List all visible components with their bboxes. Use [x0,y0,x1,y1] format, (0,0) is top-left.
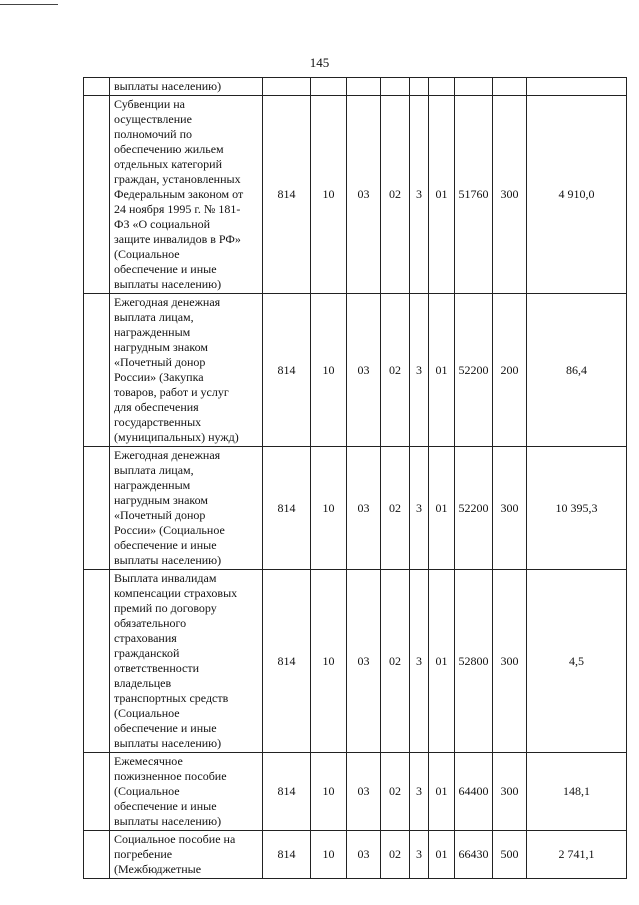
row-number-cell [84,831,110,879]
amount-cell: 4,5 [527,570,627,753]
description-line: обеспечение и иные [114,721,217,735]
description-line: ФЗ «О социальной [114,217,211,231]
description-line: обеспечению жильем [114,142,224,156]
program-cell: 02 [381,294,410,447]
main-event-cell: 01 [429,96,455,294]
description-line: выплата лицам, [114,463,194,477]
description-line: обеспечение и иные [114,799,217,813]
description-line: (Межбюджетные [114,862,202,876]
subsection-cell: 03 [347,96,381,294]
main-event-cell: 01 [429,831,455,879]
description-line: товаров, работ и услуг [114,385,229,399]
description-line: полномочий по [114,127,193,141]
expense-type-cell: 300 [493,447,527,570]
main-event-cell: 01 [429,570,455,753]
ministry-code-cell: 814 [263,753,311,831]
section-cell: 10 [311,447,347,570]
table-row [84,831,627,879]
description-cell [110,753,263,831]
expense-type-cell: 500 [493,831,527,879]
description-line: компенсации страховых [114,586,238,600]
subsection-cell [347,78,381,96]
description-line: осуществление [114,112,192,126]
description-line: (муниципальных) нужд) [114,430,239,444]
ministry-code-cell: 814 [263,96,311,294]
description-line: Ежегодная денежная [114,295,221,309]
direction-code-cell [455,78,493,96]
table-row [84,96,627,294]
subsection-cell: 03 [347,753,381,831]
description-line: Ежегодная денежная [114,448,221,462]
program-cell: 02 [381,831,410,879]
description-line: нагрудным знаком [114,493,209,507]
ministry-code-cell [263,78,311,96]
amount-cell: 10 395,3 [527,447,627,570]
main-event-cell: 01 [429,294,455,447]
description-line: премий по договору [114,601,217,615]
description-line: для обеспечения [114,400,199,414]
budget-table [83,77,627,879]
description-line: нагрудным знаком [114,340,209,354]
row-number-cell [84,294,110,447]
top-rule [0,4,58,5]
description-line: выплаты населению) [114,79,222,93]
description-line: (Социальное [114,784,180,798]
subsection-cell: 03 [347,294,381,447]
description-line: (Социальное [114,706,180,720]
program-cell: 02 [381,96,410,294]
program-cell: 02 [381,447,410,570]
description-line: Субвенции на [114,97,186,111]
description-line: страхования [114,631,177,645]
description-line: обеспечение и иные [114,262,217,276]
subprogram-cell: 3 [410,831,429,879]
description-line: ответственности [114,661,200,675]
row-number-cell [84,570,110,753]
ministry-code-cell: 814 [263,447,311,570]
section-cell: 10 [311,831,347,879]
section-cell: 10 [311,96,347,294]
description-line: Ежемесячное [114,754,183,768]
description-line: пожизненное пособие [114,769,227,783]
expense-type-cell: 300 [493,753,527,831]
amount-cell: 86,4 [527,294,627,447]
direction-code-cell: 52200 [455,447,493,570]
subprogram-cell: 3 [410,294,429,447]
description-line: выплата лицам, [114,310,194,324]
description-line: выплаты населению) [114,553,222,567]
section-cell: 10 [311,753,347,831]
direction-code-cell: 51760 [455,96,493,294]
program-cell: 02 [381,570,410,753]
description-cell [110,570,263,753]
description-cell [110,447,263,570]
ministry-code-cell: 814 [263,831,311,879]
subprogram-cell: 3 [410,96,429,294]
description-cell [110,294,263,447]
description-line: Социальное пособие на [114,832,236,846]
ministry-code-cell: 814 [263,294,311,447]
description-line: владельцев [114,676,172,690]
description-line: «Почетный донор [114,355,206,369]
description-line: награжденным [114,478,191,492]
description-line: выплаты населению) [114,814,222,828]
description-line: выплаты населению) [114,277,222,291]
subprogram-cell: 3 [410,447,429,570]
description-line: отдельных категорий [114,157,223,171]
row-number-cell [84,447,110,570]
direction-code-cell: 66430 [455,831,493,879]
amount-cell: 4 910,0 [527,96,627,294]
row-number-cell [84,78,110,96]
expense-type-cell: 300 [493,570,527,753]
subsection-cell: 03 [347,570,381,753]
program-cell: 02 [381,753,410,831]
table-row [84,78,627,96]
table-row [84,447,627,570]
main-event-cell: 01 [429,447,455,570]
description-line: гражданской [114,646,180,660]
description-line: выплаты населению) [114,736,222,750]
subprogram-cell [410,78,429,96]
description-line: обеспечение и иные [114,538,217,552]
direction-code-cell: 52200 [455,294,493,447]
section-cell [311,78,347,96]
row-number-cell [84,753,110,831]
amount-cell: 148,1 [527,753,627,831]
row-number-cell [84,96,110,294]
main-event-cell [429,78,455,96]
description-line: «Почетный донор [114,508,206,522]
table-row [84,753,627,831]
expense-type-cell: 300 [493,96,527,294]
description-line: России» (Социальное [114,523,225,537]
page-number: 145 [309,55,330,70]
description-line: 24 ноября 1995 г. № 181- [114,202,241,216]
direction-code-cell: 64400 [455,753,493,831]
ministry-code-cell: 814 [263,570,311,753]
description-line: погребение [114,847,173,861]
description-line: Федеральным законом от [114,187,244,201]
description-line: защите инвалидов в РФ» [114,232,241,246]
description-cell [110,96,263,294]
description-line: награжденным [114,325,191,339]
description-line: транспортных средств [114,691,229,705]
table-row [84,294,627,447]
subprogram-cell: 3 [410,753,429,831]
direction-code-cell: 52800 [455,570,493,753]
description-line: обязательного [114,616,187,630]
expense-type-cell: 200 [493,294,527,447]
main-event-cell: 01 [429,753,455,831]
subsection-cell: 03 [347,831,381,879]
table-body [84,78,627,879]
expense-type-cell [493,78,527,96]
description-line: Выплата инвалидам [114,571,217,585]
section-cell: 10 [311,570,347,753]
description-line: России» (Закупка [114,370,204,384]
amount-cell: 2 741,1 [527,831,627,879]
subprogram-cell: 3 [410,570,429,753]
section-cell: 10 [311,294,347,447]
subsection-cell: 03 [347,447,381,570]
table-row [84,570,627,753]
description-line: (Социальное [114,247,180,261]
description-cell [110,831,263,879]
program-cell [381,78,410,96]
description-line: граждан, установленных [114,172,241,186]
amount-cell [527,78,627,96]
description-line: государственных [114,415,202,429]
description-cell [110,78,263,96]
